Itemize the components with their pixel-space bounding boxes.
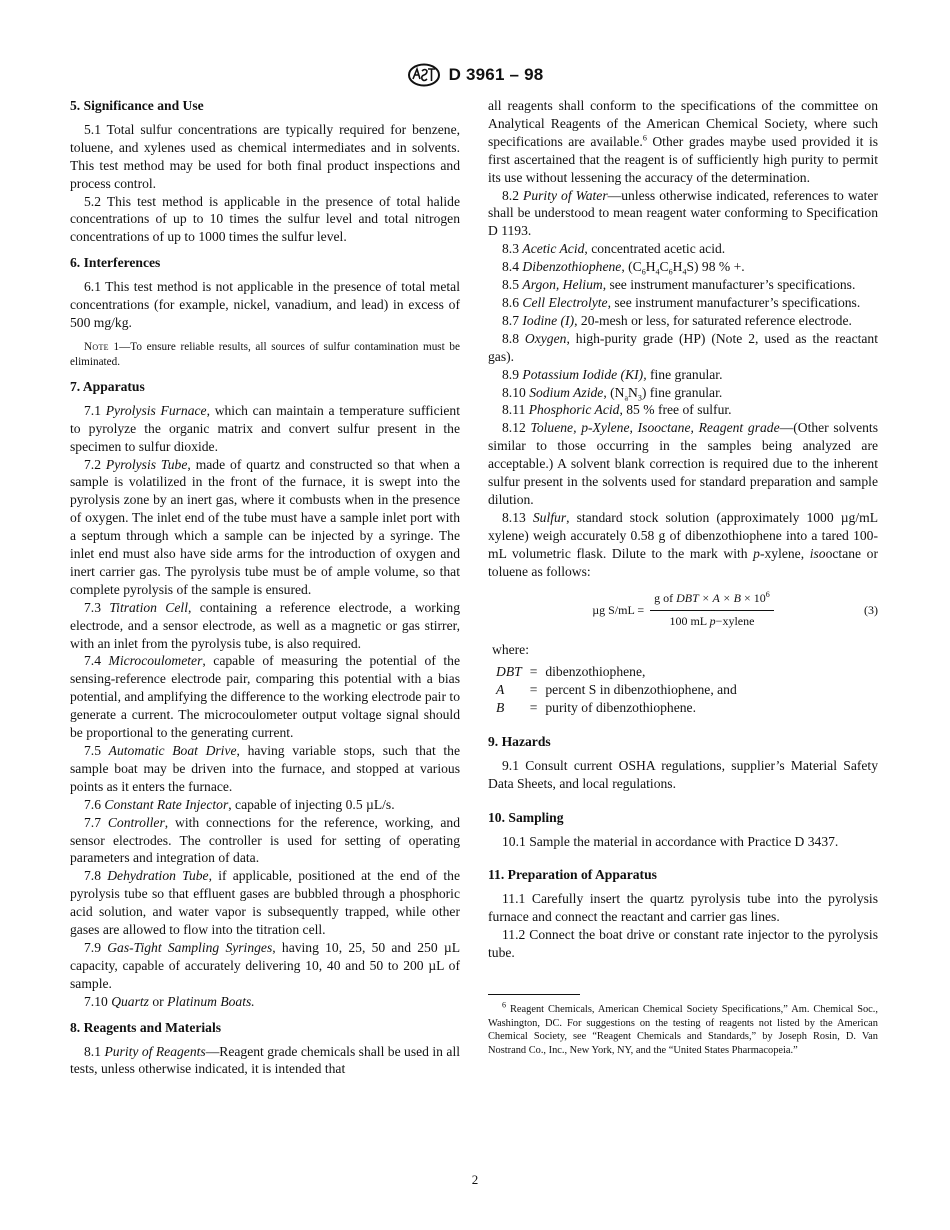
page-header [0,60,950,90]
right-column [488,97,878,1057]
para-5-2: 5.2 This test method is applicable in the presence of total halide concentrations of up to 10 times the sulfur level and total nitrogen concentrations of up to 1000 times the sulfur level. [70,193,460,245]
section-6-title: 6. Interferences [70,255,161,271]
section-11-title: 11. Preparation of Apparatus [488,867,657,883]
para-7-1: 7.1 Pyrolysis Furnace, which can maintain a temperature sufficient to pyrolyze the organic matrix and convert sulfur present in the specimen to sulfur dioxide. [70,402,460,454]
para-11-1: 11.1 Carefully insert the quartz pyrolysis tube into the pyrolysis furnace and connect the reactant and carrier gas lines. [488,891,878,925]
definition-row: B = purity of dibenzothiophene. [496,700,696,715]
section-5-title: 5. Significance and Use [70,98,204,113]
left-column [70,97,460,1078]
para-10-1: 10.1 Sample the material in accordance with Practice D 3437. [502,833,839,849]
equation-denominator: 100 mL p−xylene [669,614,755,629]
equation-lhs: µg S/mL = [592,602,645,617]
where-label: where: [492,642,529,658]
para-8-10: 8.10 Sodium Azide, $(N_aN_3)$ fine granular. [502,384,723,403]
para-9-1: 9.1 Consult current OSHA regulations, supplier’s Material Safety Data Sheets, and local regulations. [488,757,878,791]
para-7-7: 7.7 Controller, with connections for the reference, working, and sensor electrodes. The controller is used for setting of operating parameters and integration of data. [70,814,460,866]
footnote-ref-6: 6 [642,133,647,143]
equation-fraction [650,590,774,631]
para-7-8: 7.8 Dehydration Tube, if applicable, positioned at the end of the pyrolysis tube so that effluent gases are bubbled through a phosphoric acid solution, and water vapor is subsequently trapped, while other gases are allowed to flow into the titration cell. [70,868,460,938]
para-7-2: 7.2 Pyrolysis Tube, made of quartz and constructed so that when a sample is volatilized in the front of the furnace, it is swept into the pyrolysis zone by an inert gas, where it combusts when in the presence of oxygen. The inlet end of the tube must have a sample inlet port with a septum through which a sample can be injected by a syringe. The inlet end must also have side arms for the introduction of oxygen and inert carrier gas. The pyrolysis tube must be of ample volume, so that complete pyrolysis of the sample is ensured. [70,456,460,597]
para-6-1: 6.1 This test method is not applicable in the presence of total metal concentrations (for example, nickel, vanadium, and lead) in excess of 500 mg/kg. [70,279,460,330]
footnote-divider [488,994,580,995]
para-11-2: 11.2 Connect the boat drive or constant rate injector to the pyrolysis tube. [488,927,878,961]
footnote-6: $^6$ Reagent Chemicals, American Chemical Society Specifications,” Am. Chemical Soc., Washington, DC. For suggestions on the testing of reagents not listed by the American Chemical Society, see “Reagent Chemicals and Standards,” by Joseph Rosin, D. Van Nostrand Co., Inc., New York, NY, and the “United States Pharmacopeia.” [488,1000,878,1056]
para-7-3: 7.3 Titration Cell, containing a reference electrode, a working electrode, and a sensor electrode, as well as a magnetic or gas stirrer, with an inlet from the pyrolysis tube, is also required. [70,599,460,651]
para-7-5: 7.5 Automatic Boat Drive, having variable stops, such that the sample boat may be driven into the furnace, and stopped at various points as it enters the furnace. [70,743,460,794]
definition-row: DBT = dibenzothiophene, [496,664,646,680]
section-7-title: 7. Apparatus [70,378,145,394]
para-8-8: 8.8 Oxygen, high-purity grade (HP) (Note 2, used as the reactant gas). [488,330,878,364]
para-8-6: 8.6 Cell Electrolyte, see instrument manufacturer’s specifications. [502,294,861,310]
document-id: D 3961 – 98 [448,65,544,84]
page-number: 2 [471,1172,479,1187]
para-8-4: 8.4 Dibenzothiophene, $(C_6H_4C_6H_4S)$ 98 % +. [502,259,745,277]
para-7-6: 7.6 Constant Rate Injector, capable of injecting 0.5 µL/s. [84,796,395,812]
para-8-2: 8.2 Purity of Water—unless otherwise indicated, references to water shall be understood to mean reagent water conforming to Specification D 1193. [488,187,879,239]
astm-logo-icon [407,63,441,87]
para-8-12: 8.12 Toluene, p-Xylene, Isooctane, Reagent grade—(Other solvents similar to those occurring in the samples being analyzed are acceptable.) A solvent blank correction is required due to the inherent sulfur present in the solvents used for standard preparation and sample dilution. [488,420,878,507]
para-7-9: 7.9 Gas-Tight Sampling Syringes, having 10, 25, 50 and 250 µL capacity, capable of accurately delivering 10, 40 and 50 to 200 µL of sample. [70,939,461,991]
para-5-1: 5.1 Total sulfur concentrations are typically required for benzene, toluene, and xylenes used as chemical intermediates and in solvents. This test method may be used for both final product inspections and process control. [70,121,460,191]
section-8-title: 8. Reagents and Materials [70,1019,222,1035]
equation-number: (3) [864,602,878,617]
definition-row: A = percent S in dibenzothiophene, and [496,682,737,698]
note-1: Note 1—To ensure reliable results, all sources of sulfur contamination must be eliminated. [70,340,460,368]
para-8-3: 8.3 Acetic Acid, concentrated acetic acid. [502,241,726,257]
para-8-1: 8.1 Purity of Reagents—Reagent grade chemicals shall be used in all tests, unless otherwise indicated, it is intended that [70,1043,461,1077]
equation-3 [488,590,878,631]
definitions-table [492,663,741,717]
para-8-13: 8.13 Sulfur, standard stock solution (approximately 1000 µg/mL xylene) weigh accurately 0.58 g of dibenzothiophene into a tared 100-mL volumetric flask. Dilute to the mark with p-xylene, isooctane or toluene as follows: [488,509,879,579]
para-8-7: 8.7 Iodine (I), 20-mesh or less, for saturated reference electrode. [502,312,852,328]
para-8-1-continued: all reagents shall conform to the specifications of the committee on Analytical Reagents of the American Chemical Society, where such specifications are available.$^6$ Other grades maybe used provided it is first ascertained that the reagent is of sufficiently high purity to permit its use without lessening the accuracy of the determination. [488,98,879,185]
para-8-11: 8.11 Phosphoric Acid, 85 % free of sulfur. [502,402,732,418]
equation-numerator: g of DBT × $A \times B \times 10^6$ [650,590,774,611]
para-8-9: 8.9 Potassium Iodide (KI), fine granular. [502,366,723,382]
para-8-5: 8.5 Argon, Helium, see instrument manufacturer’s specifications. [502,277,856,293]
section-9-title: 9. Hazards [488,733,551,749]
para-7-4: 7.4 Microcoulometer, capable of measuring the potential of the sensing-reference electrode pair, comparing this potential with a bias potential, and amplifying the difference to the working electrode pair to generate a current. The microcoulometer output voltage signal should be proportional to the generating current. [70,653,460,741]
section-10-title: 10. Sampling [488,809,564,825]
para-7-10: 7.10 Quartz or Platinum Boats. [84,993,255,1009]
